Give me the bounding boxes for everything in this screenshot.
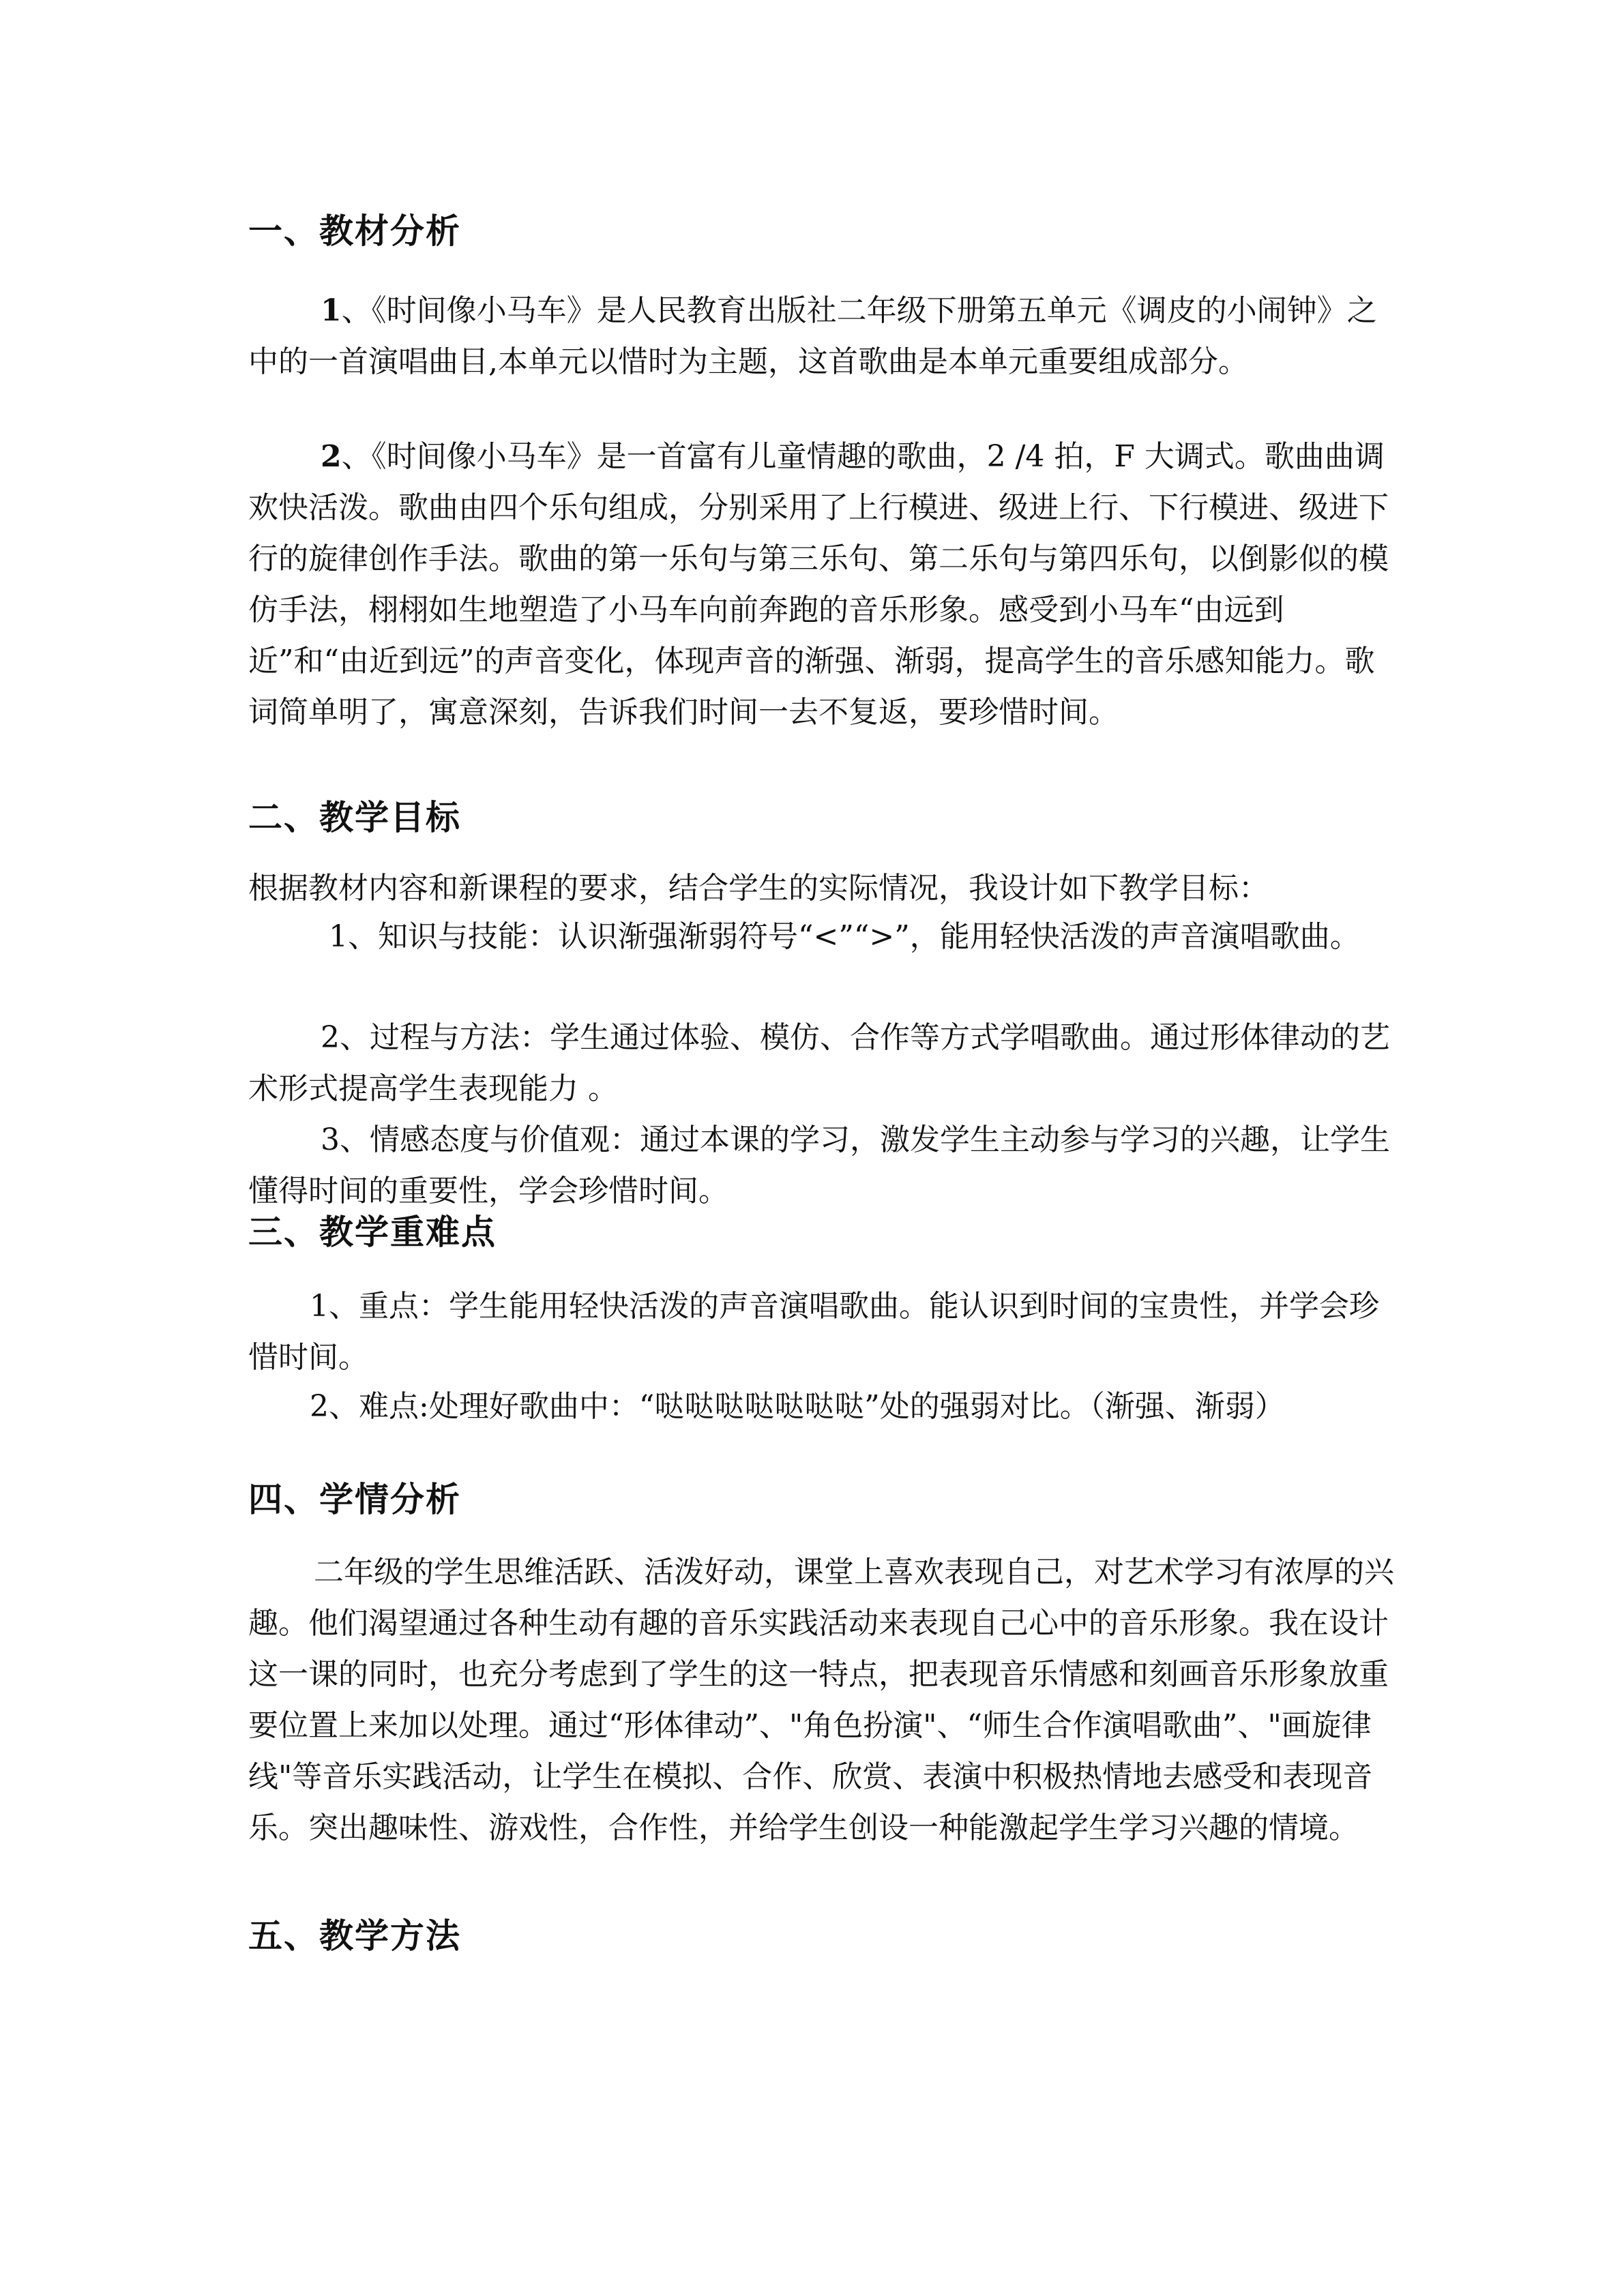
- section-4: [248, 1473, 1394, 1526]
- section-2-paragraph-1: [248, 911, 1394, 962]
- paragraph-text: 1、知识与技能：认识渐强渐弱符号“<”“>”，能用轻快活泼的声音演唱歌曲。: [329, 919, 1360, 954]
- section-1-paragraph-2: [248, 431, 1394, 738]
- section-2-intro: [248, 863, 1394, 914]
- paragraph-text: 、《时间像小马车》是人民教育出版社二年级下册第五单元《调皮的小闹钟》之中的一首演唱曲目,本单元以惜时为主题，这首歌曲是本单元重要组成部分。: [248, 293, 1377, 379]
- paragraph-text: 二年级的学生思维活跃、活泼好动，课堂上喜欢表现自己，对艺术学习有浓厚的兴趣。他们渴望通过各种生动有趣的音乐实践活动来表现自己心中的音乐形象。我在设计这一课的同时，也充分考虑到了学生的这一特点，把表现音乐情感和刻画音乐形象放重要位置上来加以处理。通过“形体律动”、"角色扮演"、“师生合作演唱歌曲”、"画旋律线"等音乐实践活动，让学生在模拟、合作、欣赏、表演中积极热情地去感受和表现音乐。突出趣味性、游戏性，合作性，并给学生创设一种能激起学生学习兴趣的情境。: [248, 1555, 1394, 1845]
- section-1-paragraph-1: [248, 285, 1394, 387]
- section-heading: 四、学情分析: [248, 1480, 461, 1519]
- section-5: [248, 1909, 1394, 1963]
- paragraph-text: 根据教材内容和新课程的要求，结合学生的实际情况，我设计如下教学目标：: [248, 871, 1269, 906]
- section-heading: 五、教学方法: [248, 1916, 461, 1956]
- section-heading: 三、教学重难点: [248, 1212, 497, 1252]
- section-2: [248, 791, 1394, 844]
- paragraph-text: 3、情感态度与价值观：通过本课的学习，激发学生主动参与学习的兴趣，让学生懂得时间的重要性，学会珍惜时间。: [248, 1122, 1390, 1208]
- paragraph-text: 1、重点：学生能用轻快活泼的声音演唱歌曲。能认识到时间的宝贵性，并学会珍惜时间。: [248, 1289, 1379, 1375]
- section-1: [248, 205, 1394, 258]
- section-heading: 一、教材分析: [248, 211, 461, 251]
- paragraph-text: 2、过程与方法：学生通过体验、模仿、合作等方式学唱歌曲。通过形体律动的艺术形式提高学生表现能力 。: [248, 1020, 1390, 1106]
- paragraph-number: 2: [321, 439, 342, 474]
- paragraph-number: 1: [321, 293, 342, 328]
- section-2-paragraph-2: [248, 1012, 1394, 1114]
- section-3-paragraph-2: [248, 1381, 1394, 1432]
- section-heading: 二、教学目标: [248, 798, 461, 837]
- paragraph-text: 2、难点:处理好歌曲中：“哒哒哒哒哒哒哒”处的强弱对比。（渐强、渐弱）: [310, 1389, 1285, 1424]
- paragraph: [248, 285, 1394, 387]
- paragraph: [248, 431, 1394, 738]
- section-3-paragraph-1: [248, 1281, 1394, 1383]
- section-2-paragraph-3: [248, 1114, 1394, 1217]
- section-3: [248, 1206, 1394, 1259]
- section-4-paragraph-1: [248, 1547, 1394, 1853]
- paragraph-text: 、《时间像小马车》是一首富有儿童情趣的歌曲，2 /4 拍，F 大调式。歌曲曲调欢快活泼。歌曲由四个乐句组成，分别采用了上行模进、级进上行、下行模进、级进下行的旋律创作手法。歌曲的第一乐句与第三乐句、第二乐句与第四乐句，以倒影似的模仿手法，栩栩如生地塑造了小马车向前奔跑的音乐形象。感受到小马车“由远到近”和“由近到远”的声音变化，体现声音的渐强、渐弱，提高学生的音乐感知能力。歌词简单明了，寓意深刻，告诉我们时间一去不复返，要珍惜时间。: [248, 439, 1389, 730]
